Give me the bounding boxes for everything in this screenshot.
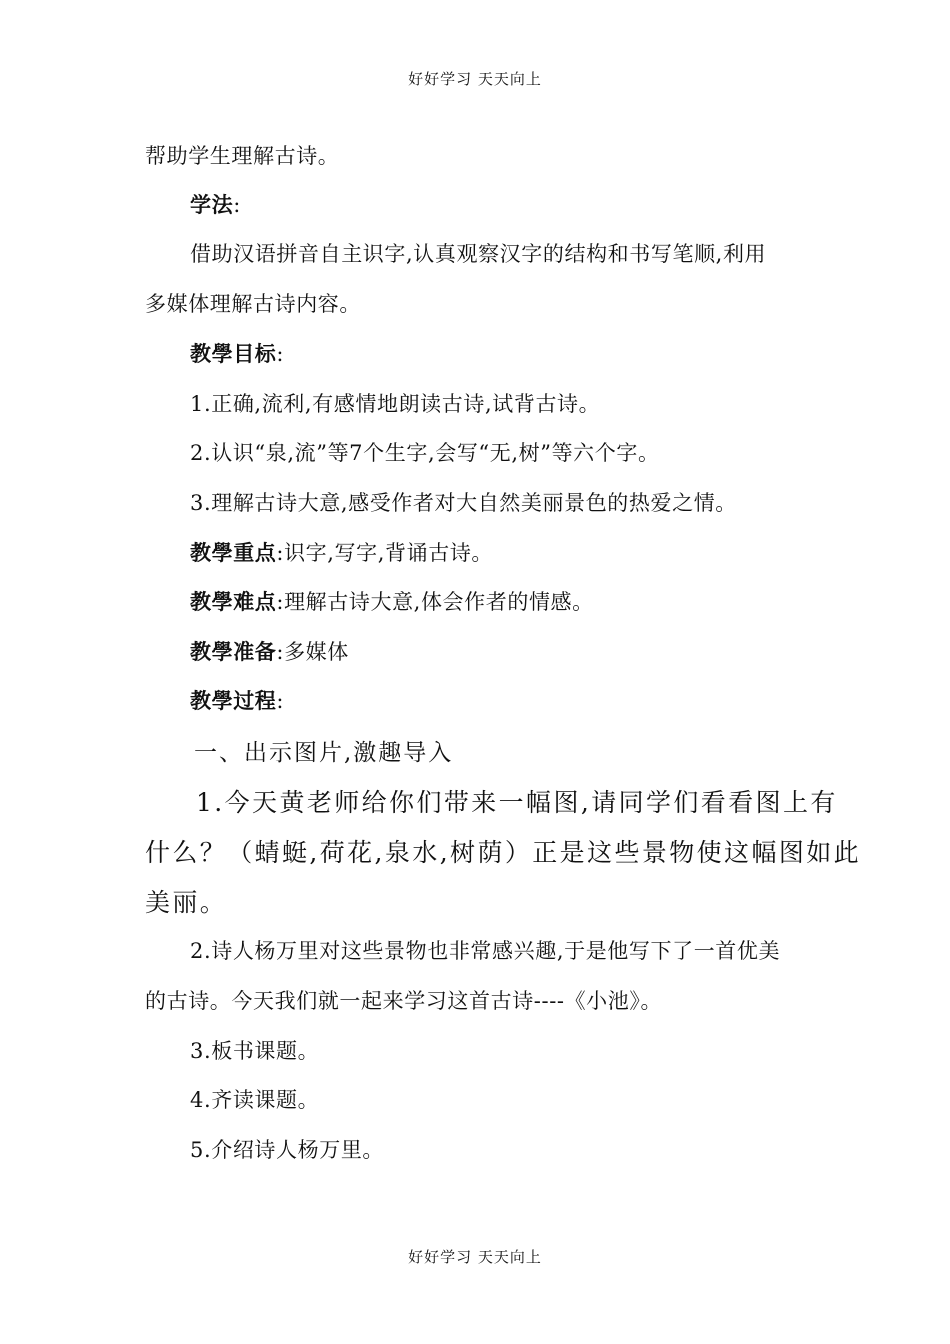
step-3: 3.板书课题。 — [190, 1039, 320, 1063]
section-1-title: 一、出示图片,激趣导入 — [194, 740, 454, 766]
step-1-line-2: 什么？（蜻蜓,荷花,泉水,树荫）正是这些景物使这幅图如此 — [145, 838, 862, 867]
step-2-line-2: 的古诗。今天我们就一起来学习这首古诗----《小池》。 — [145, 989, 663, 1013]
difficulty-line — [190, 586, 594, 616]
xuefa-label: 学法 — [190, 192, 234, 217]
process-colon: : — [276, 689, 285, 713]
paragraph-intro-end: 帮助学生理解古诗。 — [145, 144, 340, 168]
step-4: 4.齐读课题。 — [190, 1088, 320, 1112]
xuefa-line-2: 多媒体理解古诗内容。 — [145, 292, 361, 316]
goals-colon: : — [276, 342, 285, 366]
process-label: 教學过程 — [190, 688, 277, 713]
goals-label: 教學目标 — [190, 341, 277, 366]
goal-item: 3.理解古诗大意,感受作者对大自然美丽景色的热爱之情。 — [190, 491, 737, 515]
key-points-label: 教學重点 — [190, 540, 277, 565]
goal-item: 1.正确,流利,有感情地朗读古诗,试背古诗。 — [190, 392, 601, 416]
xuefa-heading — [190, 189, 241, 219]
preparation-text: :多媒体 — [276, 640, 349, 664]
page-footer: 好好学习 天天向上 — [408, 1248, 542, 1266]
process-heading — [190, 685, 284, 715]
goals-heading — [190, 338, 284, 368]
xuefa-line-1: 借助汉语拼音自主识字,认真观察汉字的结构和书写笔顺,利用 — [190, 242, 767, 266]
xuefa-colon: : — [233, 193, 241, 217]
difficulty-label: 教學难点 — [190, 589, 277, 614]
step-1-line-3: 美丽。 — [145, 888, 228, 917]
key-points-line — [190, 537, 493, 567]
key-points-text: :识字,写字,背诵古诗。 — [276, 541, 494, 565]
step-1-line-1: 1.今天黄老师给你们带来一幅图,请同学们看看图上有 — [196, 788, 838, 817]
step-2-line-1: 2.诗人杨万里对这些景物也非常感兴趣,于是他写下了一首优美 — [190, 939, 781, 963]
goal-item: 2.认识“泉,流”等7个生字,会写“无,树”等六个字。 — [190, 441, 660, 465]
preparation-line — [190, 636, 349, 666]
page-header: 好好学习 天天向上 — [408, 70, 542, 88]
difficulty-text: :理解古诗大意,体会作者的情感。 — [276, 590, 594, 614]
step-5: 5.介绍诗人杨万里。 — [190, 1138, 385, 1162]
preparation-label: 教學准备 — [190, 639, 277, 664]
